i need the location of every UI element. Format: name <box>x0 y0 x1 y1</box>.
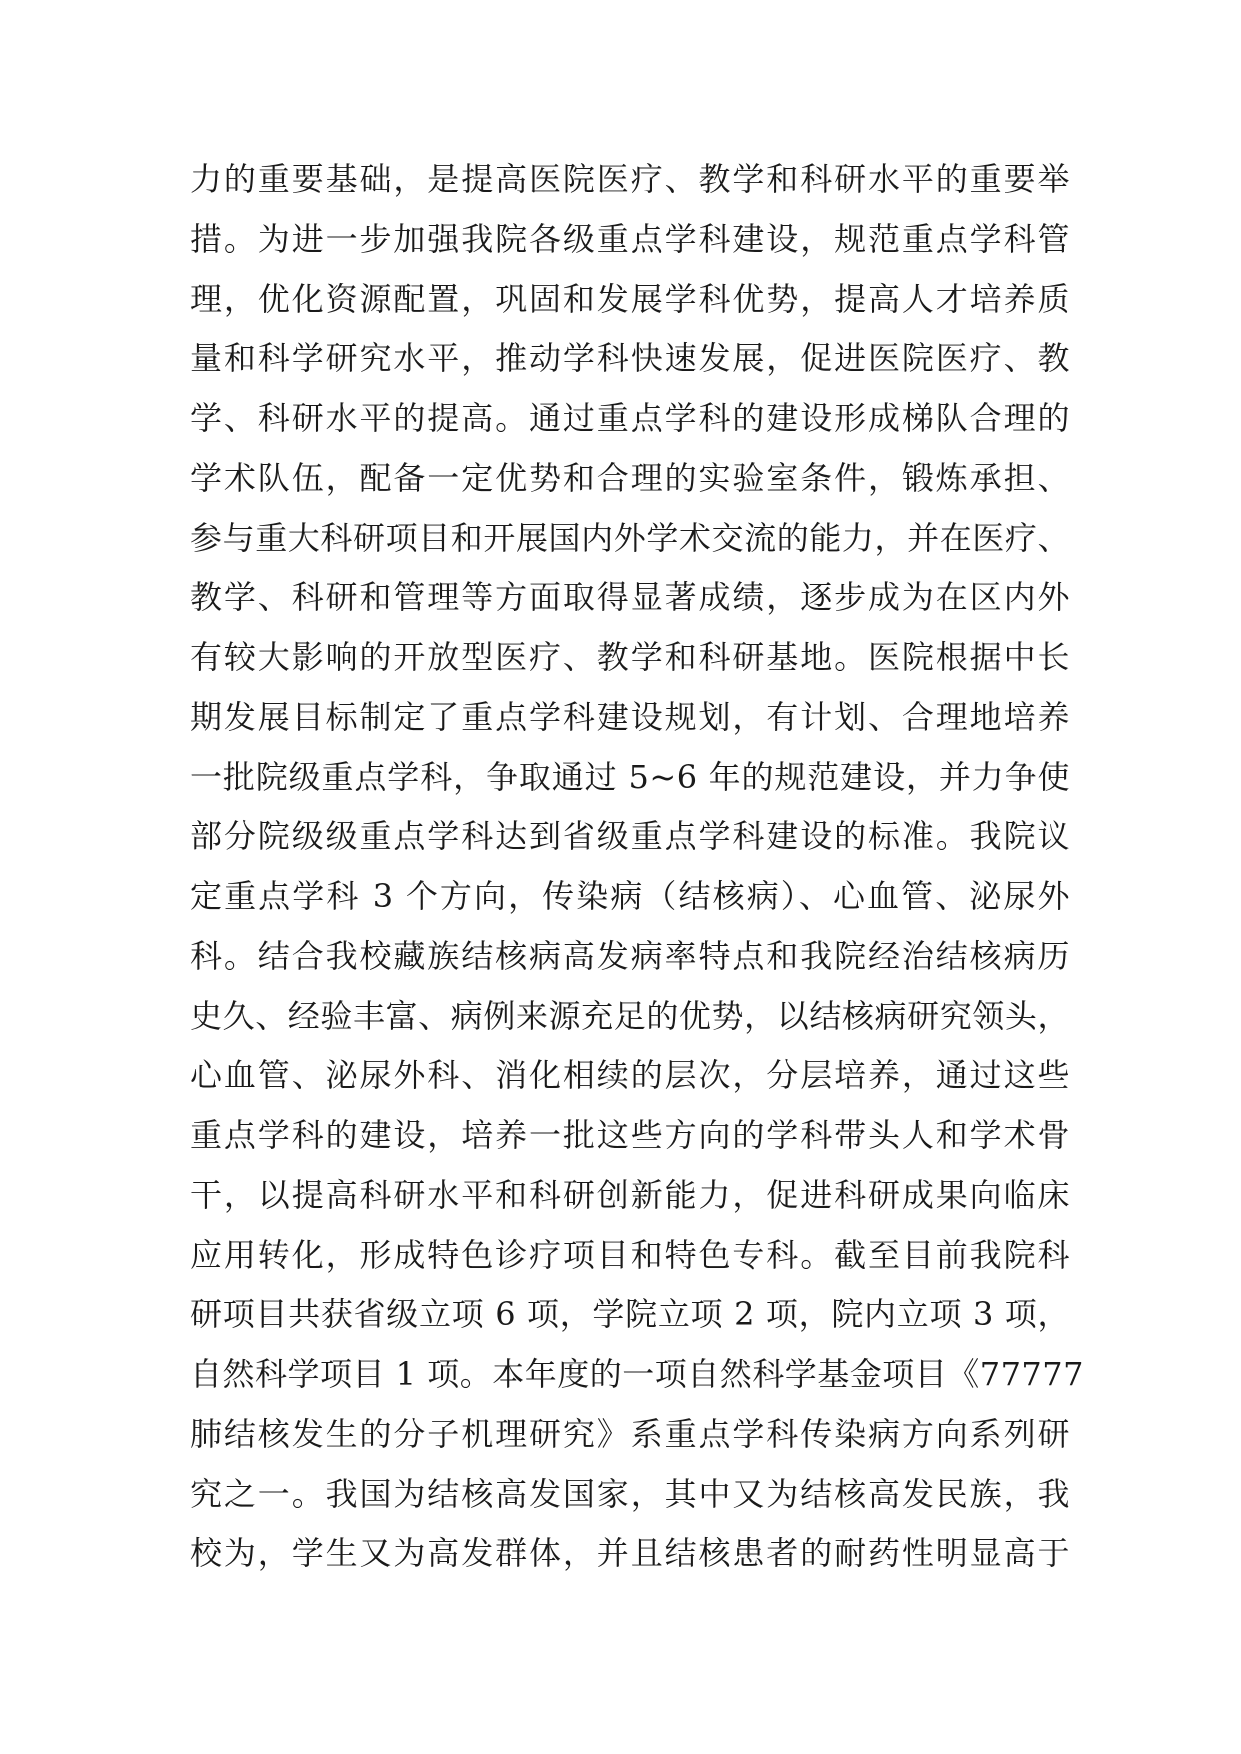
text-line: 学、科研水平的提高。通过重点学科的建设形成梯队合理的 <box>190 399 1070 437</box>
text-line: 力的重要基础，是提高医院医疗、教学和科研水平的重要举 <box>190 160 1070 198</box>
text-line: 理，优化资源配置，巩固和发展学科优势，提高人才培养质 <box>190 279 1070 318</box>
text-line: 期发展目标制定了重点学科建设规划，有计划、合理地培养 <box>190 697 1070 736</box>
text-line: 有较大影响的开放型医疗、教学和科研基地。医院根据中长 <box>190 638 1070 676</box>
text-line: 参与重大科研项目和开展国内外学术交流的能力，并在医疗、 <box>190 518 1070 557</box>
text-line: 自然科学项目 1 项。本年度的一项自然科学基金项目《77777 <box>190 1355 1085 1393</box>
text-line: 重点学科的建设，培养一批这些方向的学科带头人和学术骨 <box>190 1116 1070 1154</box>
text-line: 心血管、泌尿外科、消化相续的层次，分层培养，通过这些 <box>190 1056 1070 1095</box>
document-body-text <box>190 150 1085 1584</box>
text-line: 史久、经验丰富、病例来源充足的优势，以结核病研究领头， <box>190 996 1070 1035</box>
text-line: 研项目共获省级立项 6 项，学院立项 2 项，院内立项 3 项， <box>190 1295 1070 1334</box>
text-line: 部分院级级重点学科达到省级重点学科建设的标准。我院议 <box>190 817 1070 856</box>
text-line: 科。结合我校藏族结核病高发病率特点和我院经治结核病历 <box>190 936 1070 975</box>
text-line: 定重点学科 3 个方向，传染病（结核病）、心血管、泌尿外 <box>190 877 1070 915</box>
text-line: 措。为进一步加强我院各级重点学科建设，规范重点学科管 <box>190 219 1070 258</box>
text-line: 量和科学研究水平，推动学科快速发展，促进医院医疗、教 <box>190 339 1070 378</box>
text-line: 究之一。我国为结核高发国家，其中又为结核高发民族，我 <box>190 1474 1070 1513</box>
text-line: 学术队伍，配备一定优势和合理的实验室条件，锻炼承担、 <box>190 458 1070 497</box>
text-line: 一批院级重点学科，争取通过 5~6 年的规范建设，并力争使 <box>190 757 1070 796</box>
text-line: 应用转化，形成特色诊疗项目和特色专科。截至目前我院科 <box>190 1235 1070 1274</box>
text-line: 干，以提高科研水平和科研创新能力，促进科研成果向临床 <box>190 1175 1070 1214</box>
text-line: 校为，学生又为高发群体，并且结核患者的耐药性明显高于 <box>190 1534 1070 1573</box>
text-line: 教学、科研和管理等方面取得显著成绩，逐步成为在区内外 <box>190 578 1070 617</box>
text-line: 肺结核发生的分子机理研究》系重点学科传染病方向系列研 <box>190 1414 1070 1453</box>
